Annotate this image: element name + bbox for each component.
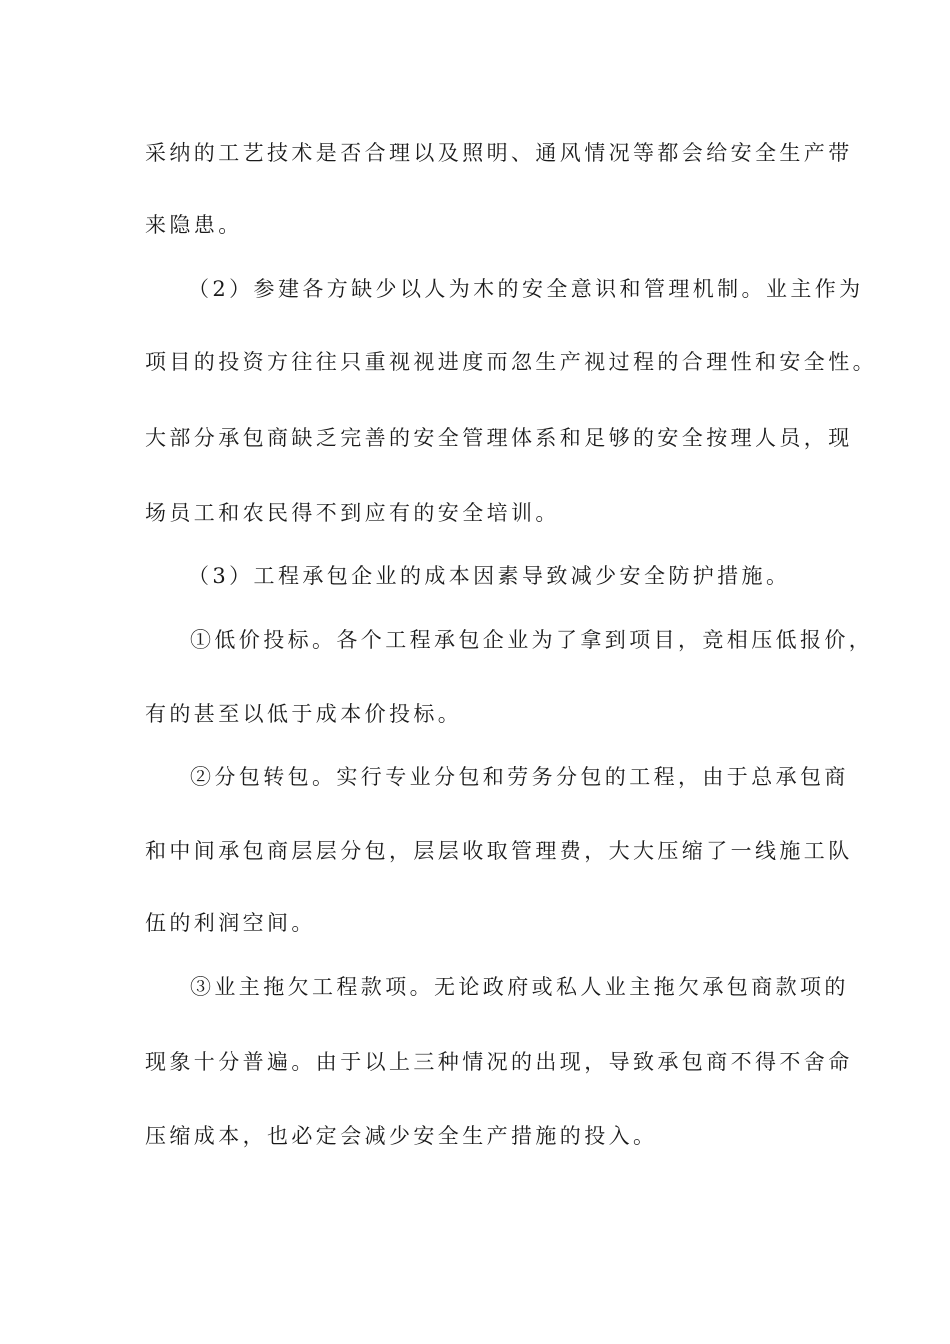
text-line: 采纳的工艺技术是否合理以及照明、通风情况等都会给安全生产带 xyxy=(145,141,853,165)
text-line: ①低价投标。各个工程承包企业为了拿到项目，竞相压低报价， xyxy=(190,628,874,652)
text-line: 场员工和农民得不到应有的安全培训。 xyxy=(145,501,560,525)
text-line: 现象十分普遍。由于以上三种情况的出现，导致承包商不得不舍命 xyxy=(145,1050,853,1074)
text-line: 有的甚至以低于成本价投标。 xyxy=(145,702,463,726)
text-line: （2）参建各方缺少以人为木的安全意识和管理机制。业主作为 xyxy=(188,277,864,301)
text-line: （3）工程承包企业的成本因素导致减少安全防护措施。 xyxy=(188,564,791,588)
text-line: ②分包转包。实行专业分包和劳务分包的工程，由于总承包商 xyxy=(190,765,849,789)
text-line: 伍的利润空间。 xyxy=(145,911,316,935)
text-line: 和中间承包商层层分包，层层收取管理费，大大压缩了一线施工队 xyxy=(145,839,853,863)
text-line: 大部分承包商缺乏完善的安全管理体系和足够的安全按理人员，现 xyxy=(145,426,853,450)
text-line: 压缩成本，也必定会减少安全生产措施的投入。 xyxy=(145,1124,658,1148)
text-line: 项目的投资方往往只重视视进度而忽生产视过程的合理性和安全性。 xyxy=(145,350,877,374)
text-line: ③业主拖欠工程款项。无论政府或私人业主拖欠承包商款项的 xyxy=(190,975,849,999)
text-line: 来隐患。 xyxy=(145,213,243,237)
